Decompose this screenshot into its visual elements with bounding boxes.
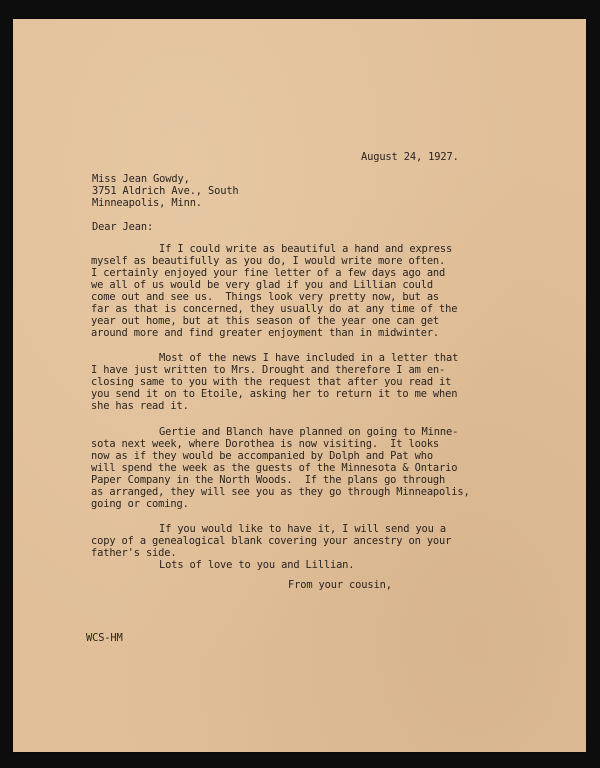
paragraph-line: If I could write as beautiful a hand and express bbox=[159, 243, 453, 255]
paragraph-line: we all of us would be very glad if you and Lillian could bbox=[91, 279, 433, 291]
address-line: Miss Jean Gowdy, bbox=[92, 173, 190, 185]
paragraph-line: Paper Company in the North Woods. If the plans go through bbox=[91, 474, 446, 486]
paragraph-line: I certainly enjoyed your fine letter of a few days ago and bbox=[91, 267, 446, 279]
paragraph-line: she has read it. bbox=[91, 400, 189, 412]
paragraph-line: year out home, but at this season of the year one can get bbox=[91, 315, 440, 327]
address-line: Minneapolis, Minn. bbox=[92, 197, 202, 209]
salutation: Dear Jean: bbox=[92, 221, 154, 233]
paragraph-line: Most of the news I have included in a letter that bbox=[159, 352, 459, 364]
paragraph-line: myself as beautifully as you do, I would write more often. bbox=[91, 255, 446, 267]
paragraph-line: Gertie and Blanch have planned on going to Minne- bbox=[159, 426, 459, 438]
letter-date: August 24, 1927. bbox=[361, 151, 459, 163]
typist-initials: WCS-HM bbox=[86, 632, 123, 644]
paragraph-line: come out and see us. Things look very pretty now, but as bbox=[91, 291, 440, 303]
paragraph-line: father's side. bbox=[91, 547, 177, 559]
paragraph-line: now as if they would be accompanied by Dolph and Pat who bbox=[91, 450, 433, 462]
paragraph-line: you send it on to Etoile, asking her to return it to me when bbox=[91, 388, 458, 400]
address-line: 3751 Aldrich Ave., South bbox=[92, 185, 239, 197]
paragraph-line: copy of a genealogical blank covering your ancestry on your bbox=[91, 535, 452, 547]
signoff: From your cousin, bbox=[288, 579, 392, 591]
paragraph-line: far as that is concerned, they usually do at any time of the bbox=[91, 303, 458, 315]
closing-line: Lots of love to you and Lillian. bbox=[159, 559, 355, 571]
paragraph-line: I have just written to Mrs. Drought and therefore I am en- bbox=[91, 364, 446, 376]
paragraph-line: If you would like to have it, I will send you a bbox=[159, 523, 446, 535]
paragraph-line: going or coming. bbox=[91, 498, 189, 510]
letter-page bbox=[13, 19, 586, 752]
paragraph-line: closing same to you with the request that after you read it bbox=[91, 376, 452, 388]
paragraph-line: as arranged, they will see you as they go through Minneapolis, bbox=[91, 486, 470, 498]
paragraph-line: sota next week, where Dorothea is now visiting. It looks bbox=[91, 438, 440, 450]
paragraph-line: around more and find greater enjoyment than in midwinter. bbox=[91, 327, 440, 339]
paragraph-line: will spend the week as the guests of the Minnesota & Ontario bbox=[91, 462, 458, 474]
